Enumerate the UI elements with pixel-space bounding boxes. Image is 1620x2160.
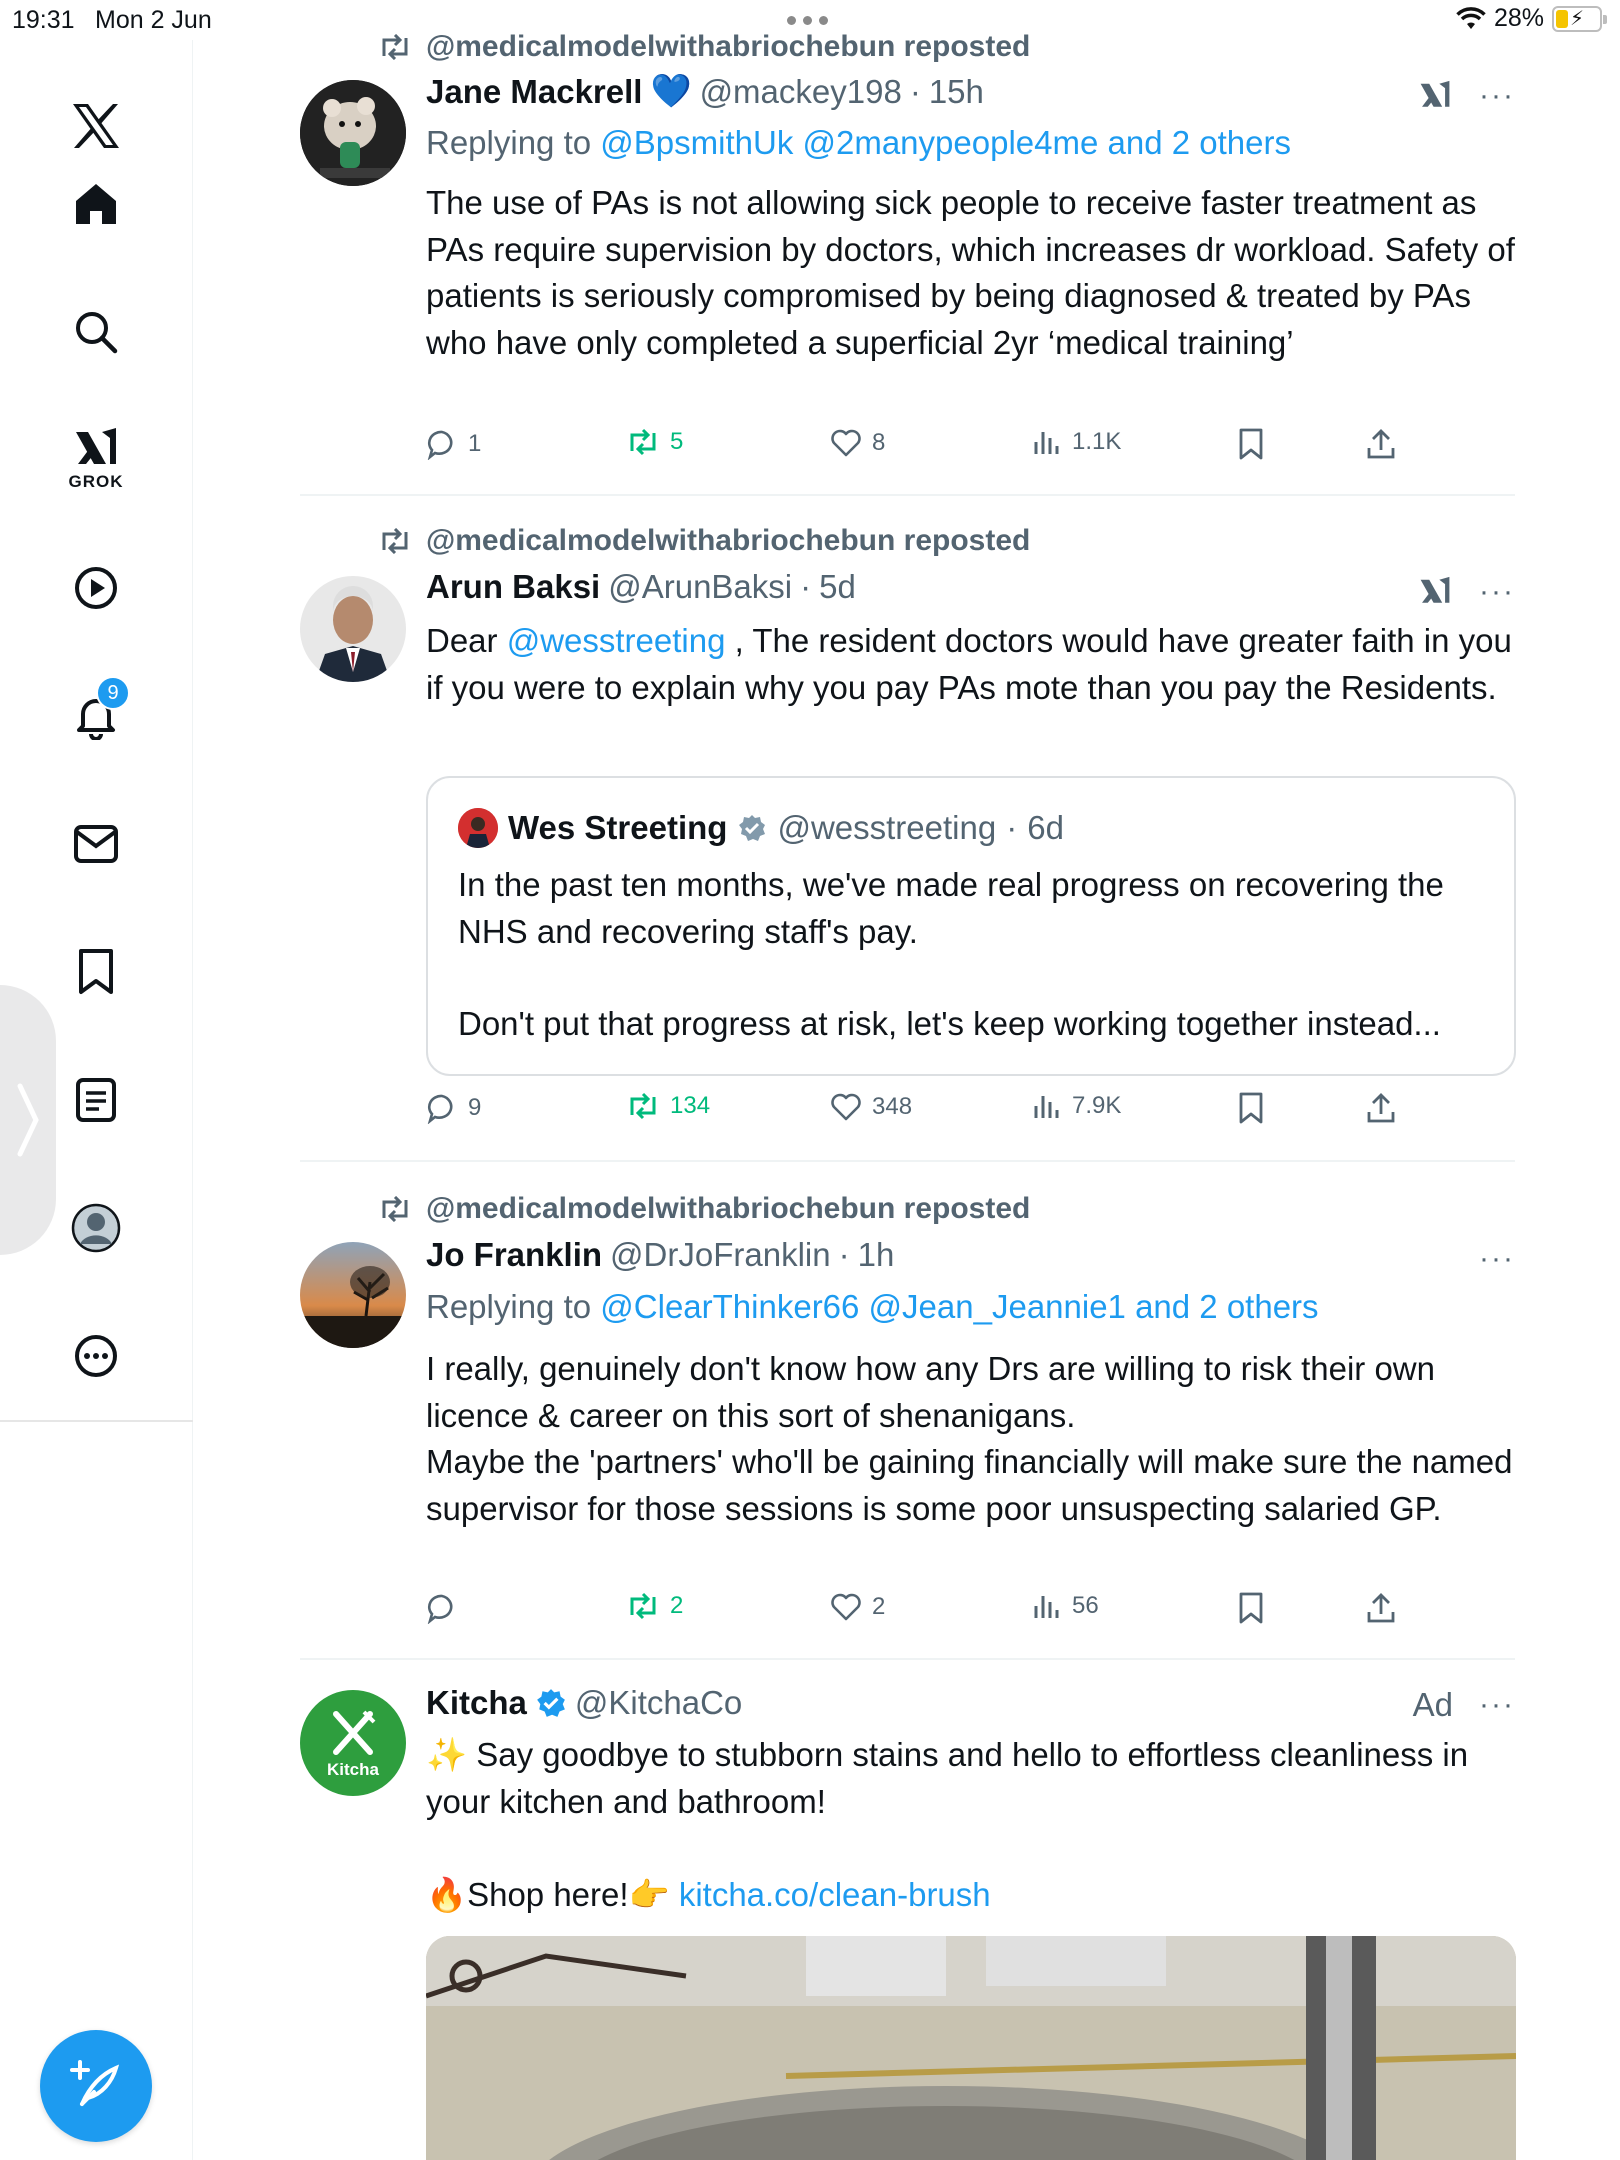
repost-indicator bbox=[378, 524, 1030, 558]
post-header bbox=[426, 1684, 742, 1722]
compose-icon bbox=[68, 2058, 124, 2114]
more-icon[interactable]: ··· bbox=[1479, 1242, 1515, 1275]
like-count: 8 bbox=[872, 429, 886, 456]
drawer-handle[interactable] bbox=[0, 985, 56, 1255]
author-name[interactable]: Arun Baksi bbox=[426, 568, 601, 605]
fork-knife-icon bbox=[326, 1706, 380, 1760]
repost-button[interactable] bbox=[626, 1092, 710, 1120]
reply-button[interactable] bbox=[426, 428, 481, 460]
replying-prefix: Replying to bbox=[426, 1288, 592, 1325]
share-button[interactable] bbox=[1366, 1092, 1396, 1124]
post-divider bbox=[300, 1658, 1515, 1660]
bell-icon[interactable] bbox=[60, 680, 132, 752]
replying-mentions[interactable]: @BpsmithUk @2manypeople4me and 2 others bbox=[600, 124, 1291, 161]
quote-text bbox=[458, 862, 1498, 1048]
wifi-icon bbox=[1456, 7, 1486, 31]
views-button[interactable] bbox=[1032, 1592, 1099, 1620]
repost-indicator bbox=[378, 30, 1030, 64]
like-button[interactable] bbox=[830, 428, 885, 458]
share-button[interactable] bbox=[1366, 1592, 1396, 1624]
author-name[interactable]: Jane Mackrell bbox=[426, 72, 643, 110]
post-time[interactable]: 1h bbox=[857, 1236, 895, 1273]
repost-label: @medicalmodelwithabriochebun reposted bbox=[426, 524, 1031, 557]
status-time: 19:31 bbox=[12, 6, 75, 34]
post-text bbox=[426, 618, 1516, 711]
quote-avatar bbox=[458, 808, 498, 848]
more-icon[interactable]: ··· bbox=[1479, 575, 1515, 608]
more-icon[interactable]: ··· bbox=[1479, 79, 1515, 112]
author-name[interactable]: Jo Franklin bbox=[426, 1236, 603, 1273]
post-header-right bbox=[1413, 1686, 1515, 1724]
post-header: Jane Mackrell 💙 @mackey198 · 15h bbox=[426, 72, 984, 110]
battery-icon: ⚡ bbox=[1552, 6, 1602, 32]
compose-button[interactable] bbox=[40, 2030, 152, 2142]
mail-icon[interactable] bbox=[60, 808, 132, 880]
post-time[interactable]: 5d bbox=[819, 568, 856, 605]
more-icon[interactable]: ··· bbox=[1479, 1688, 1515, 1721]
author-name[interactable]: Kitcha bbox=[426, 1684, 527, 1721]
bookmark-icon bbox=[1238, 428, 1264, 460]
post-actions bbox=[426, 1092, 1406, 1132]
share-icon bbox=[1366, 1592, 1396, 1624]
post-text: I really, genuinely don't know how any Drs are willing to risk their own licence & career on this sort of shenanigans. Maybe the 'partners' who'll be gaining financially will make sure the named supervisor for those sessions is some poor unsuspecting salaried GP. bbox=[426, 1350, 1513, 1527]
like-button[interactable] bbox=[830, 1092, 912, 1122]
reply-button[interactable] bbox=[426, 1092, 481, 1124]
blue-heart-emoji: 💙 bbox=[650, 72, 692, 109]
bookmark-button[interactable] bbox=[1238, 428, 1264, 460]
status-date: Mon 2 Jun bbox=[95, 6, 212, 34]
repost-count: 2 bbox=[670, 1592, 684, 1619]
bookmark-button[interactable] bbox=[1238, 1092, 1264, 1124]
play-icon[interactable] bbox=[60, 552, 132, 624]
quote-handle: @wesstreeting bbox=[777, 809, 997, 846]
quote-author-name: Wes Streeting bbox=[508, 809, 728, 846]
grok-icon[interactable] bbox=[1417, 78, 1453, 114]
post-header-right bbox=[1417, 78, 1515, 114]
list-icon[interactable] bbox=[60, 1064, 132, 1136]
post-text: The use of PAs is not allowing sick people to receive faster treatment as PAs require supervision by doctors, which increases dr workload. Safety of patients is seriously compromised by being diagnosed & treated by PAs who have only completed a superficial 2yr ‘medical training’ bbox=[426, 184, 1515, 361]
quote-time: 6d bbox=[1027, 809, 1064, 846]
author-handle[interactable]: @KitchaCo bbox=[574, 1684, 743, 1721]
views-icon bbox=[1032, 1592, 1062, 1620]
quote-paragraph: In the past ten months, we've made real progress on recovering the NHS and recovering staff's pay. bbox=[458, 866, 1444, 950]
reply-count: 9 bbox=[468, 1094, 482, 1121]
repost-button[interactable] bbox=[626, 428, 683, 456]
cta-text: 🔥Shop here!👉 bbox=[426, 1876, 679, 1913]
author-handle[interactable]: @ArunBaksi bbox=[608, 568, 793, 605]
view-count: 1.1K bbox=[1072, 428, 1122, 455]
repost-count: 134 bbox=[670, 1092, 711, 1119]
replying-to bbox=[426, 124, 1291, 162]
repost-indicator bbox=[378, 1192, 1030, 1226]
status-right bbox=[1456, 4, 1602, 33]
post-header-right bbox=[1417, 574, 1515, 610]
ad-media-image[interactable] bbox=[426, 1936, 1516, 2160]
verified-badge-icon bbox=[737, 813, 767, 843]
replying-prefix: Replying to bbox=[426, 124, 592, 161]
bookmark-button[interactable] bbox=[1238, 1592, 1264, 1624]
avatar[interactable] bbox=[300, 80, 406, 186]
ad-label: Ad bbox=[1412, 1686, 1454, 1723]
reply-icon bbox=[426, 428, 458, 460]
profile-icon[interactable] bbox=[60, 1192, 132, 1264]
sidebar bbox=[0, 40, 193, 2160]
share-icon bbox=[1366, 428, 1396, 460]
post-time[interactable]: 15h bbox=[928, 72, 984, 110]
views-icon bbox=[1032, 428, 1062, 456]
reply-button[interactable] bbox=[426, 1592, 468, 1624]
heart-icon bbox=[830, 1592, 862, 1622]
post-divider bbox=[300, 494, 1515, 496]
repost-button[interactable] bbox=[626, 1592, 683, 1620]
views-icon bbox=[1032, 1092, 1062, 1120]
avatar[interactable] bbox=[300, 576, 406, 682]
sidebar-divider bbox=[0, 1420, 193, 1422]
grok-icon[interactable] bbox=[1417, 574, 1453, 610]
reply-count: 1 bbox=[468, 430, 482, 457]
avatar-text: Kitcha bbox=[327, 1760, 379, 1779]
quote-paragraph: Don't put that progress at risk, let's keep working together instead... bbox=[458, 1005, 1441, 1042]
post-header: Jo Franklin @DrJoFranklin · 1h bbox=[426, 1236, 895, 1273]
ad-link[interactable]: kitcha.co/clean-brush bbox=[678, 1876, 991, 1913]
text-part: Dear bbox=[426, 622, 507, 659]
x-logo-icon[interactable] bbox=[60, 90, 132, 162]
home-icon[interactable] bbox=[60, 168, 132, 240]
verified-badge-icon bbox=[535, 1687, 567, 1719]
post-header-right bbox=[1479, 1242, 1515, 1276]
quoted-post[interactable] bbox=[426, 776, 1516, 1076]
grok-icon[interactable] bbox=[60, 420, 132, 492]
repost-icon bbox=[378, 1196, 412, 1222]
post-text-cta bbox=[426, 1872, 1516, 1919]
bookmark-icon[interactable] bbox=[60, 936, 132, 1008]
more-circle-icon[interactable] bbox=[60, 1320, 132, 1392]
grok-label: GROK bbox=[68, 472, 124, 491]
notification-badge: 9 bbox=[96, 676, 130, 710]
post-actions bbox=[426, 1592, 1406, 1632]
like-count: 348 bbox=[872, 1093, 913, 1120]
reply-icon bbox=[426, 1092, 458, 1124]
bookmark-icon bbox=[1238, 1592, 1264, 1624]
post-header: Arun Baksi @ArunBaksi · 5d bbox=[426, 568, 856, 605]
like-button[interactable] bbox=[830, 1592, 885, 1622]
views-button[interactable] bbox=[1032, 1092, 1121, 1120]
repost-icon bbox=[378, 528, 412, 554]
repost-count: 5 bbox=[670, 428, 684, 455]
mention-link[interactable]: @wesstreeting bbox=[506, 622, 726, 659]
avatar[interactable] bbox=[300, 1690, 406, 1796]
heart-icon bbox=[830, 1092, 862, 1122]
avatar[interactable] bbox=[300, 1242, 406, 1348]
replying-mentions[interactable]: @ClearThinker66 @Jean_Jeannie1 and 2 others bbox=[600, 1288, 1319, 1325]
quote-header: Wes Streeting @wesstreeting · 6d bbox=[458, 808, 1064, 848]
chevron-right-icon bbox=[16, 1080, 40, 1160]
author-handle[interactable]: @DrJoFranklin bbox=[610, 1236, 831, 1273]
share-icon bbox=[1366, 1092, 1396, 1124]
repost-icon bbox=[626, 1092, 660, 1120]
replying-to bbox=[426, 1288, 1319, 1326]
author-handle[interactable]: @mackey198 bbox=[699, 72, 902, 110]
post-divider bbox=[300, 1160, 1515, 1162]
reply-icon bbox=[426, 1592, 458, 1624]
repost-icon bbox=[626, 428, 660, 456]
bookmark-icon bbox=[1238, 1092, 1264, 1124]
view-count: 56 bbox=[1072, 1592, 1099, 1619]
views-button[interactable] bbox=[1032, 428, 1121, 456]
heart-icon bbox=[830, 428, 862, 458]
text-part: , The resident doctors would have greater faith in you if you were to explain why you pay PAs mote than you pay the Residents. bbox=[426, 622, 1512, 706]
battery-percent: 28% bbox=[1493, 4, 1544, 32]
post-actions bbox=[426, 428, 1406, 468]
multitasking-dots[interactable] bbox=[787, 16, 828, 25]
repost-icon bbox=[626, 1592, 660, 1620]
repost-icon bbox=[378, 34, 412, 60]
repost-label: @medicalmodelwithabriochebun reposted bbox=[426, 1192, 1031, 1225]
view-count: 7.9K bbox=[1072, 1092, 1122, 1119]
like-count: 2 bbox=[872, 1593, 886, 1620]
repost-label: @medicalmodelwithabriochebun reposted bbox=[426, 30, 1031, 63]
post-text: ✨ Say goodbye to stubborn stains and hello to effortless cleanliness in your kitchen and bathroom! bbox=[426, 1736, 1469, 1820]
search-icon[interactable] bbox=[60, 296, 132, 368]
share-button[interactable] bbox=[1366, 428, 1396, 460]
